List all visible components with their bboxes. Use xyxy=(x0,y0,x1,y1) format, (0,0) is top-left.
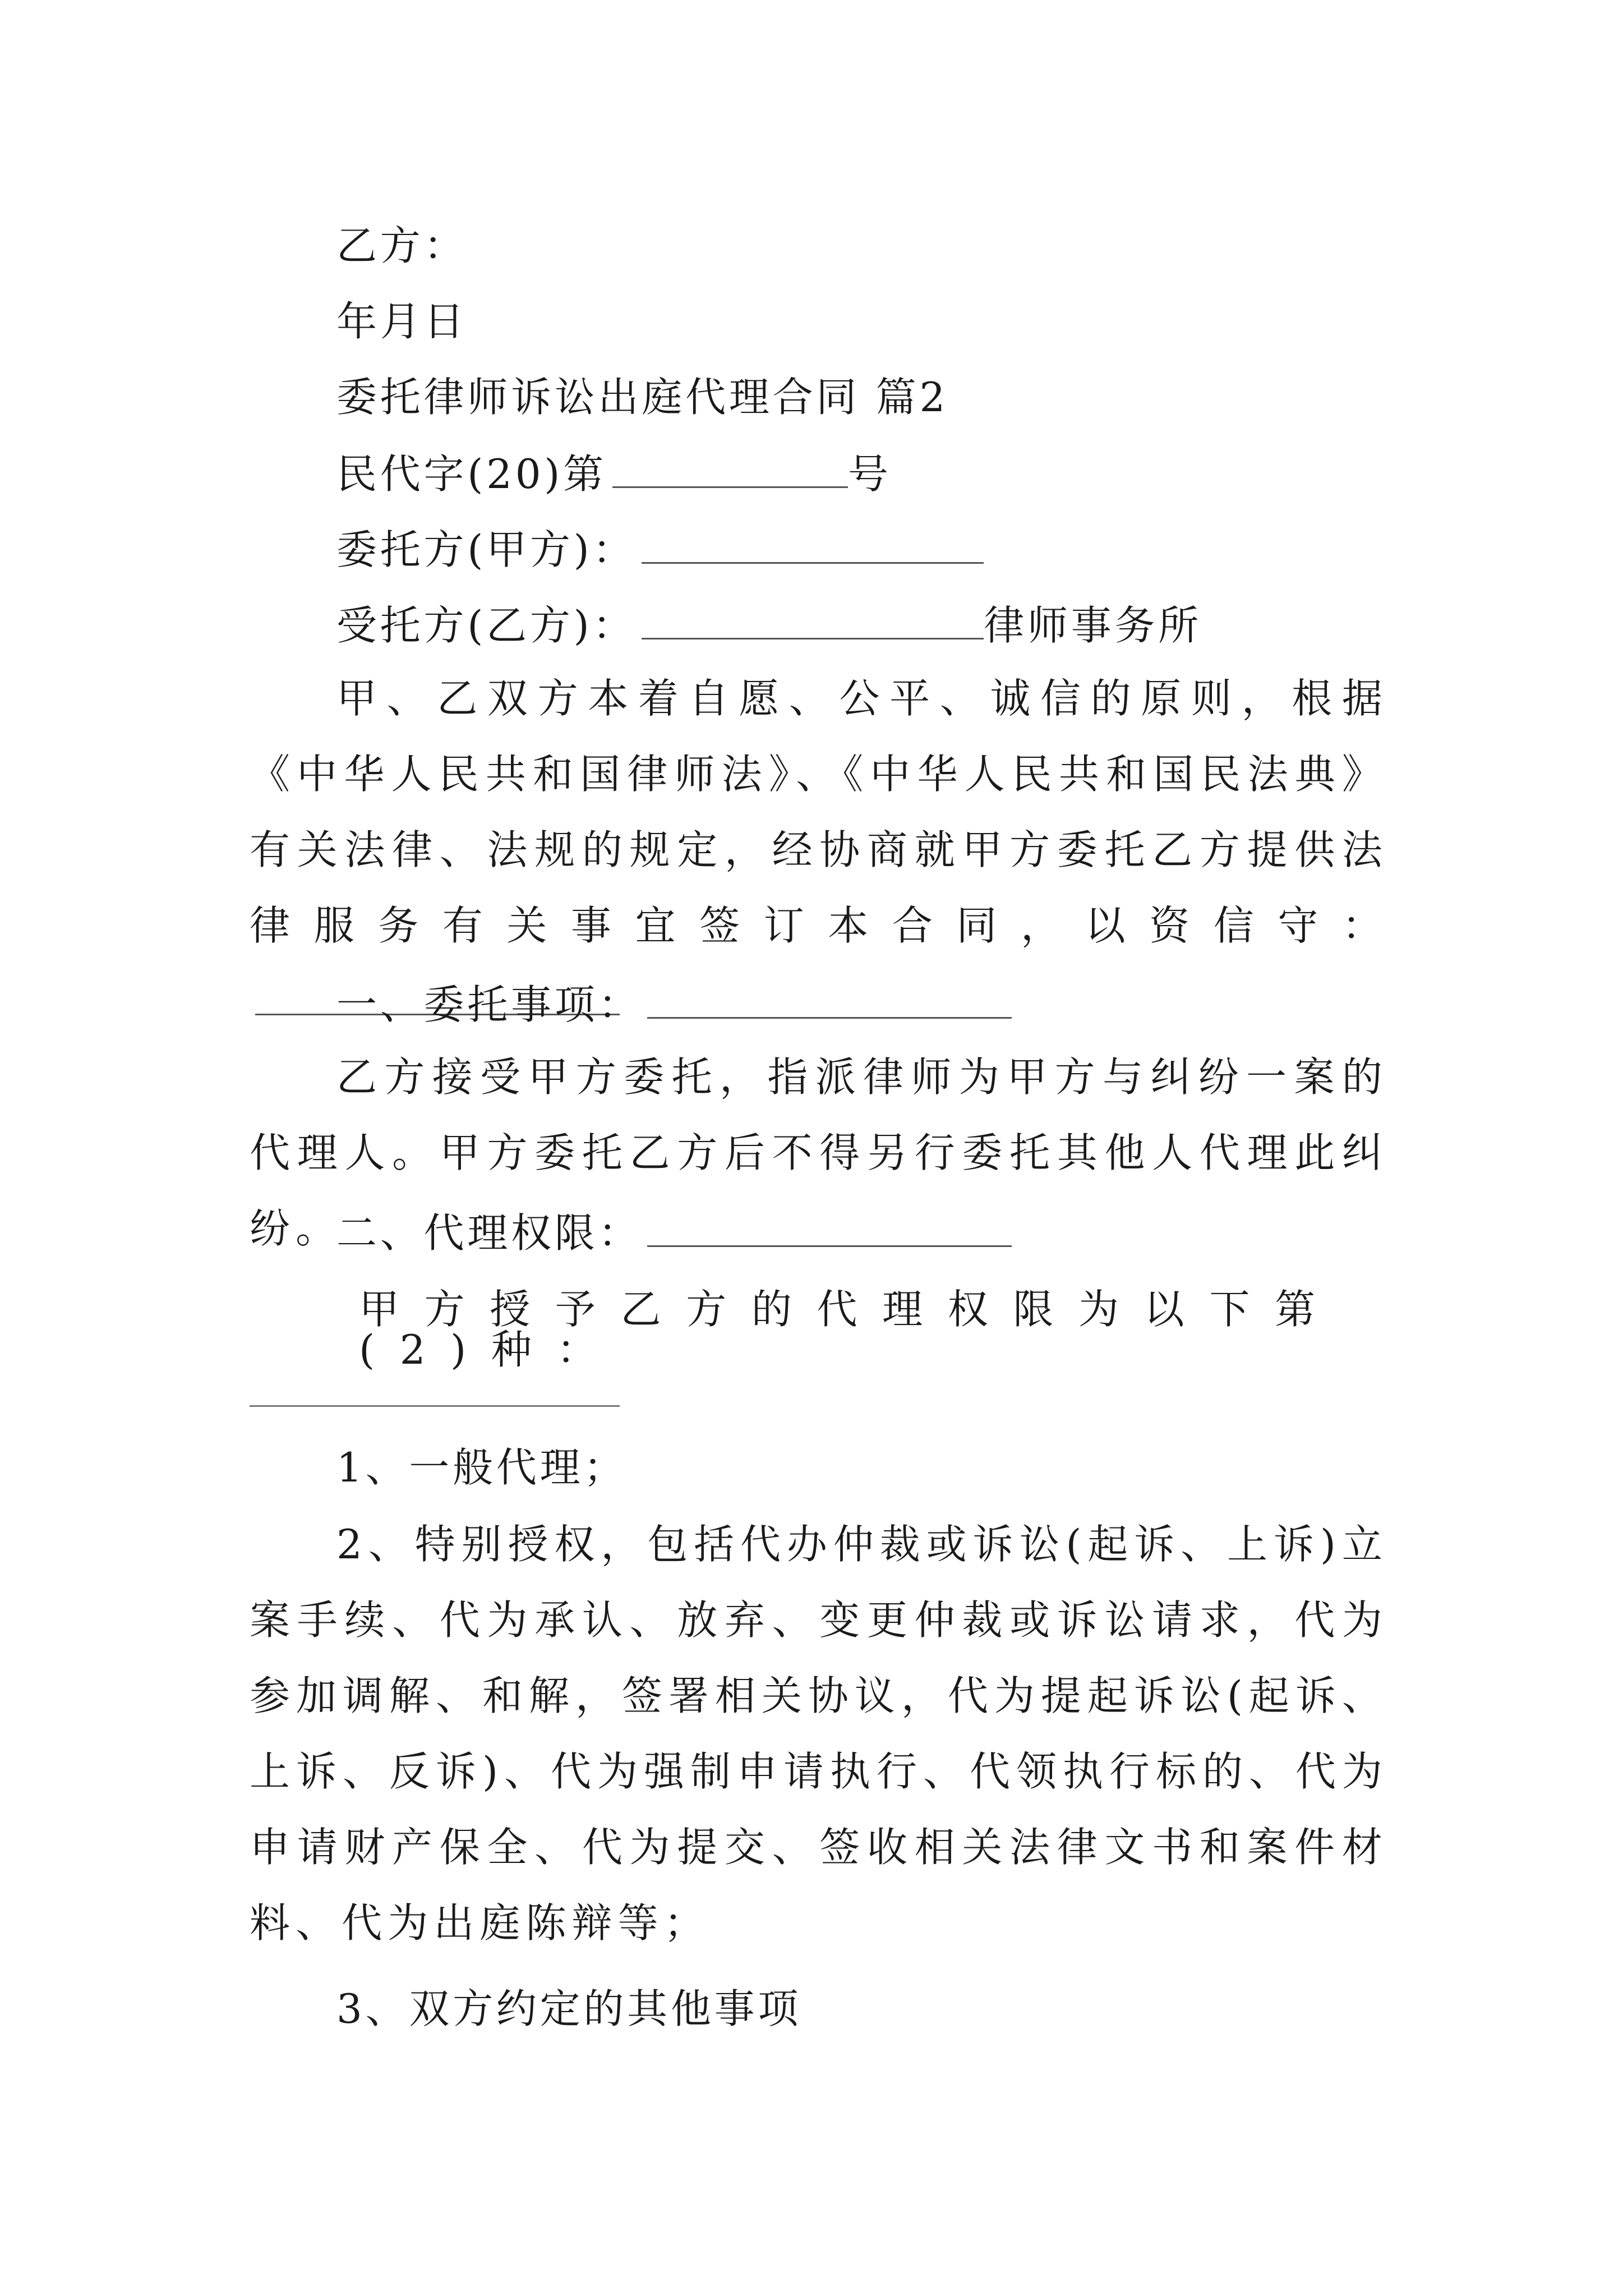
authority-intro-text: 甲方授予乙方的代理权限为以下第(2)种： xyxy=(359,1286,1340,1373)
date-line: 年月日 xyxy=(336,298,468,345)
case-no-blank xyxy=(612,453,848,488)
case-number-line xyxy=(336,450,892,498)
section1-body: 乙方接受甲方委托，指派律师为甲方与纠纷一案的代理人。甲方委托乙方后不得另行委托其他人代理此纠纷。 xyxy=(250,1053,1388,1252)
section1-heading-line xyxy=(336,981,1012,1028)
party-b-label: 乙方： xyxy=(336,222,468,269)
section1-blank xyxy=(647,983,1012,1019)
case-no-suffix: 号 xyxy=(847,450,892,498)
section1-heading: 一、委托事项： xyxy=(336,981,642,1028)
item-1: 1、一般代理； xyxy=(336,1444,628,1491)
authority-blank-line xyxy=(250,1405,620,1407)
authority-intro xyxy=(359,1286,1385,1373)
client-line xyxy=(336,526,984,573)
section2-heading-line xyxy=(336,1209,1012,1257)
agent-suffix: 律师事务所 xyxy=(984,602,1202,649)
item-2: 2、特别授权，包括代办仲裁或诉讼(起诉、上诉)立案手续、代为承认、放弃、变更仲裁或诉讼请求，代为参加调解、和解，签署相关协议，代为提起诉讼(起诉、上诉、反诉)、代为强制申请执行、代领执行标的、代为申请财产保全、代为提交、签收相关法律文书和案件材料、代为出庭陈辩等； xyxy=(250,1521,1388,1947)
case-no-prefix: 民代字(20)第 xyxy=(336,450,607,498)
section2-heading: 二、代理权限： xyxy=(336,1209,642,1257)
contract-title: 委托律师诉讼出庭代理合同 篇2 xyxy=(336,374,949,421)
preamble-text: 甲、乙双方本着自愿、公平、诚信的原则，根据《中华人民共和国律师法》、《中华人民共和国民法典》有关法律、法规的规定，经协商就甲方委托乙方提供法律服务有关事宜签订本合同，以资信守： xyxy=(250,675,1388,949)
client-label: 委托方(甲方)： xyxy=(336,526,637,573)
agent-blank xyxy=(642,604,984,639)
client-blank xyxy=(642,528,984,564)
agent-label: 受托方(乙方)： xyxy=(336,602,637,649)
agent-line xyxy=(336,602,1202,649)
item-3: 3、双方约定的其他事项 xyxy=(336,1985,802,2032)
section2-blank xyxy=(647,1212,1012,1247)
